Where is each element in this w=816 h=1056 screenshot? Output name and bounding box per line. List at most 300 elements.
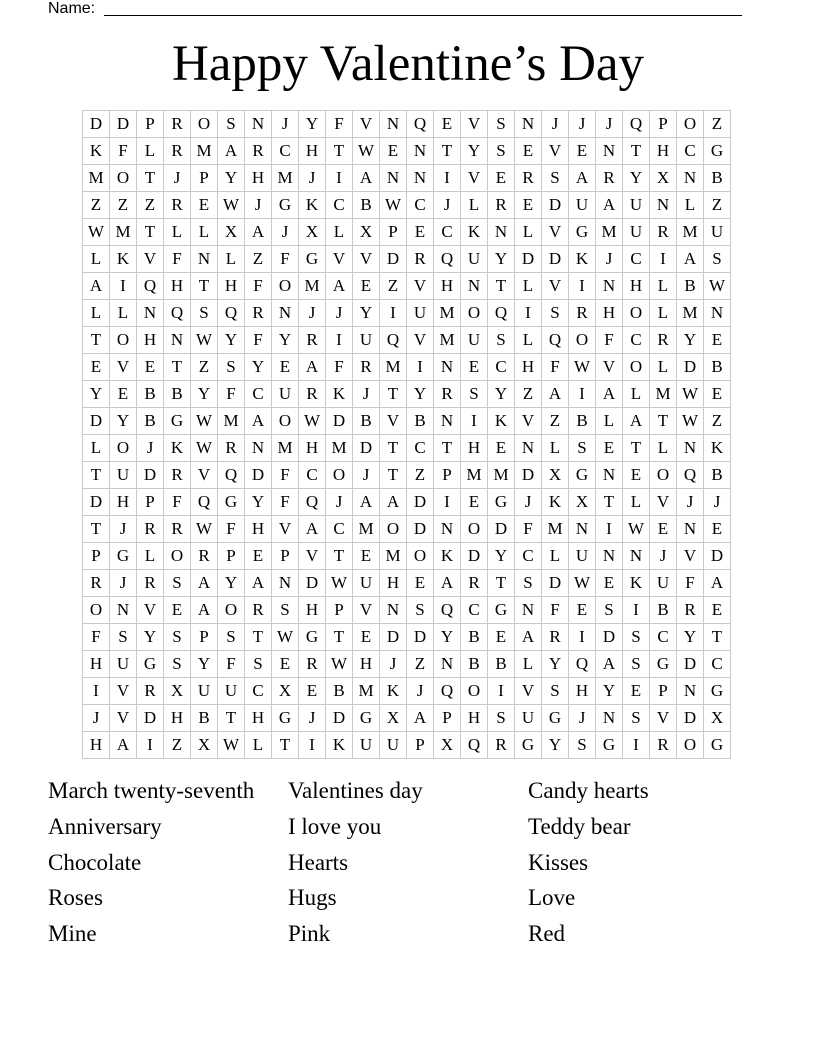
grid-cell[interactable]: U xyxy=(650,570,677,597)
grid-cell[interactable]: G xyxy=(515,732,542,759)
grid-cell[interactable]: T xyxy=(488,273,515,300)
grid-cell[interactable]: K xyxy=(110,246,137,273)
grid-cell[interactable]: A xyxy=(434,570,461,597)
grid-cell[interactable]: I xyxy=(569,273,596,300)
grid-cell[interactable]: F xyxy=(677,570,704,597)
grid-cell[interactable]: L xyxy=(650,354,677,381)
grid-cell[interactable]: I xyxy=(569,381,596,408)
grid-cell[interactable]: S xyxy=(488,138,515,165)
grid-cell[interactable]: K xyxy=(83,138,110,165)
grid-cell[interactable]: J xyxy=(569,111,596,138)
grid-cell[interactable]: V xyxy=(380,408,407,435)
grid-cell[interactable]: M xyxy=(596,219,623,246)
grid-cell[interactable]: H xyxy=(434,273,461,300)
grid-cell[interactable]: L xyxy=(542,543,569,570)
grid-cell[interactable]: X xyxy=(272,678,299,705)
grid-cell[interactable]: V xyxy=(299,543,326,570)
grid-cell[interactable]: B xyxy=(326,678,353,705)
grid-cell[interactable]: S xyxy=(245,651,272,678)
grid-cell[interactable]: L xyxy=(650,435,677,462)
grid-cell[interactable]: H xyxy=(650,138,677,165)
grid-cell[interactable]: X xyxy=(164,678,191,705)
grid-cell[interactable]: C xyxy=(623,327,650,354)
grid-cell[interactable]: H xyxy=(83,651,110,678)
grid-cell[interactable]: U xyxy=(623,219,650,246)
grid-cell[interactable]: T xyxy=(326,543,353,570)
grid-cell[interactable]: U xyxy=(515,705,542,732)
grid-cell[interactable]: N xyxy=(569,516,596,543)
grid-cell[interactable]: L xyxy=(218,246,245,273)
grid-cell[interactable]: F xyxy=(272,246,299,273)
grid-cell[interactable]: A xyxy=(542,381,569,408)
grid-cell[interactable]: E xyxy=(704,516,731,543)
grid-cell[interactable]: L xyxy=(542,435,569,462)
grid-cell[interactable]: E xyxy=(110,381,137,408)
grid-cell[interactable]: H xyxy=(623,273,650,300)
grid-cell[interactable]: J xyxy=(650,543,677,570)
grid-cell[interactable]: K xyxy=(326,381,353,408)
grid-cell[interactable]: W xyxy=(191,435,218,462)
grid-cell[interactable]: I xyxy=(110,273,137,300)
grid-cell[interactable]: D xyxy=(353,435,380,462)
grid-cell[interactable]: E xyxy=(272,651,299,678)
grid-cell[interactable]: U xyxy=(353,570,380,597)
grid-cell[interactable]: N xyxy=(434,651,461,678)
grid-cell[interactable]: S xyxy=(623,624,650,651)
grid-cell[interactable]: J xyxy=(596,246,623,273)
grid-cell[interactable]: C xyxy=(326,516,353,543)
grid-cell[interactable]: H xyxy=(218,273,245,300)
grid-cell[interactable]: M xyxy=(380,354,407,381)
grid-cell[interactable]: E xyxy=(461,489,488,516)
grid-cell[interactable]: C xyxy=(407,435,434,462)
grid-cell[interactable]: F xyxy=(245,327,272,354)
grid-cell[interactable]: O xyxy=(407,543,434,570)
grid-cell[interactable]: O xyxy=(272,408,299,435)
grid-cell[interactable]: I xyxy=(326,165,353,192)
grid-cell[interactable]: O xyxy=(650,462,677,489)
grid-cell[interactable]: B xyxy=(704,354,731,381)
grid-cell[interactable]: S xyxy=(704,246,731,273)
grid-cell[interactable]: F xyxy=(164,246,191,273)
grid-cell[interactable]: A xyxy=(407,705,434,732)
grid-cell[interactable]: V xyxy=(650,705,677,732)
grid-cell[interactable]: G xyxy=(704,678,731,705)
grid-cell[interactable]: E xyxy=(596,435,623,462)
grid-cell[interactable]: F xyxy=(515,516,542,543)
grid-cell[interactable]: E xyxy=(137,354,164,381)
grid-cell[interactable]: S xyxy=(569,435,596,462)
grid-cell[interactable]: S xyxy=(623,705,650,732)
grid-cell[interactable]: J xyxy=(515,489,542,516)
grid-cell[interactable]: S xyxy=(623,651,650,678)
grid-cell[interactable]: T xyxy=(326,138,353,165)
grid-cell[interactable]: O xyxy=(461,678,488,705)
grid-cell[interactable]: M xyxy=(191,138,218,165)
grid-cell[interactable]: H xyxy=(299,138,326,165)
grid-cell[interactable]: T xyxy=(83,327,110,354)
grid-cell[interactable]: R xyxy=(488,732,515,759)
grid-cell[interactable]: L xyxy=(326,219,353,246)
grid-cell[interactable]: H xyxy=(164,273,191,300)
grid-cell[interactable]: L xyxy=(677,192,704,219)
grid-cell[interactable]: R xyxy=(164,516,191,543)
grid-cell[interactable]: R xyxy=(245,138,272,165)
grid-cell[interactable]: E xyxy=(569,597,596,624)
grid-cell[interactable]: W xyxy=(677,408,704,435)
grid-cell[interactable]: B xyxy=(137,381,164,408)
grid-cell[interactable]: N xyxy=(137,300,164,327)
grid-cell[interactable]: N xyxy=(596,462,623,489)
grid-cell[interactable]: L xyxy=(110,300,137,327)
grid-cell[interactable]: F xyxy=(326,111,353,138)
grid-cell[interactable]: E xyxy=(488,165,515,192)
grid-cell[interactable]: L xyxy=(83,246,110,273)
grid-cell[interactable]: D xyxy=(542,246,569,273)
grid-cell[interactable]: E xyxy=(623,462,650,489)
grid-cell[interactable]: X xyxy=(299,219,326,246)
grid-cell[interactable]: T xyxy=(137,219,164,246)
grid-cell[interactable]: Y xyxy=(272,327,299,354)
grid-cell[interactable]: P xyxy=(83,543,110,570)
grid-cell[interactable]: U xyxy=(407,300,434,327)
grid-cell[interactable]: A xyxy=(299,354,326,381)
grid-cell[interactable]: Q xyxy=(164,300,191,327)
grid-cell[interactable]: W xyxy=(191,516,218,543)
grid-cell[interactable]: W xyxy=(83,219,110,246)
grid-cell[interactable]: B xyxy=(461,624,488,651)
grid-cell[interactable]: Z xyxy=(164,732,191,759)
grid-cell[interactable]: V xyxy=(596,354,623,381)
grid-cell[interactable]: T xyxy=(434,138,461,165)
grid-cell[interactable]: J xyxy=(434,192,461,219)
grid-cell[interactable]: Q xyxy=(191,489,218,516)
grid-cell[interactable]: V xyxy=(461,111,488,138)
grid-cell[interactable]: W xyxy=(326,570,353,597)
grid-cell[interactable]: Q xyxy=(299,489,326,516)
grid-cell[interactable]: S xyxy=(110,624,137,651)
grid-cell[interactable]: E xyxy=(245,543,272,570)
grid-cell[interactable]: A xyxy=(326,273,353,300)
grid-cell[interactable]: H xyxy=(137,327,164,354)
grid-cell[interactable]: V xyxy=(353,111,380,138)
grid-cell[interactable]: Y xyxy=(191,381,218,408)
grid-cell[interactable]: N xyxy=(191,246,218,273)
grid-cell[interactable]: P xyxy=(272,543,299,570)
grid-cell[interactable]: Z xyxy=(704,192,731,219)
grid-cell[interactable]: S xyxy=(542,300,569,327)
grid-cell[interactable]: N xyxy=(596,705,623,732)
grid-cell[interactable]: E xyxy=(650,516,677,543)
grid-cell[interactable]: T xyxy=(380,381,407,408)
grid-cell[interactable]: L xyxy=(515,327,542,354)
grid-cell[interactable]: I xyxy=(650,246,677,273)
grid-cell[interactable]: R xyxy=(164,462,191,489)
grid-cell[interactable]: C xyxy=(245,381,272,408)
grid-cell[interactable]: K xyxy=(164,435,191,462)
grid-cell[interactable]: D xyxy=(407,516,434,543)
grid-cell[interactable]: R xyxy=(650,219,677,246)
grid-cell[interactable]: R xyxy=(434,381,461,408)
grid-cell[interactable]: K xyxy=(299,192,326,219)
grid-cell[interactable]: J xyxy=(407,678,434,705)
grid-cell[interactable]: A xyxy=(596,381,623,408)
grid-cell[interactable]: T xyxy=(488,570,515,597)
grid-cell[interactable]: C xyxy=(515,543,542,570)
grid-cell[interactable]: D xyxy=(380,246,407,273)
grid-cell[interactable]: A xyxy=(380,489,407,516)
grid-cell[interactable]: J xyxy=(245,192,272,219)
grid-cell[interactable]: D xyxy=(407,624,434,651)
grid-cell[interactable]: O xyxy=(83,597,110,624)
grid-cell[interactable]: N xyxy=(245,435,272,462)
grid-cell[interactable]: A xyxy=(623,408,650,435)
grid-cell[interactable]: V xyxy=(137,597,164,624)
grid-cell[interactable]: Z xyxy=(515,381,542,408)
grid-cell[interactable]: N xyxy=(515,111,542,138)
grid-cell[interactable]: Q xyxy=(542,327,569,354)
grid-cell[interactable]: N xyxy=(488,219,515,246)
grid-cell[interactable]: A xyxy=(596,651,623,678)
grid-cell[interactable]: D xyxy=(83,408,110,435)
grid-cell[interactable]: M xyxy=(461,462,488,489)
grid-cell[interactable]: D xyxy=(677,705,704,732)
grid-cell[interactable]: R xyxy=(407,246,434,273)
grid-cell[interactable]: S xyxy=(407,597,434,624)
grid-cell[interactable]: E xyxy=(704,597,731,624)
grid-cell[interactable]: U xyxy=(272,381,299,408)
grid-cell[interactable]: R xyxy=(137,516,164,543)
grid-cell[interactable]: D xyxy=(596,624,623,651)
grid-cell[interactable]: B xyxy=(488,651,515,678)
grid-cell[interactable]: X xyxy=(542,462,569,489)
grid-cell[interactable]: G xyxy=(299,624,326,651)
grid-cell[interactable]: E xyxy=(407,570,434,597)
grid-cell[interactable]: R xyxy=(245,597,272,624)
grid-cell[interactable]: O xyxy=(380,516,407,543)
grid-cell[interactable]: M xyxy=(434,300,461,327)
grid-cell[interactable]: D xyxy=(83,489,110,516)
grid-cell[interactable]: B xyxy=(164,381,191,408)
grid-cell[interactable]: W xyxy=(272,624,299,651)
grid-cell[interactable]: A xyxy=(569,165,596,192)
grid-cell[interactable]: Y xyxy=(542,732,569,759)
grid-cell[interactable]: N xyxy=(407,165,434,192)
grid-cell[interactable]: D xyxy=(542,192,569,219)
grid-cell[interactable]: T xyxy=(245,624,272,651)
grid-cell[interactable]: B xyxy=(650,597,677,624)
grid-cell[interactable]: N xyxy=(380,111,407,138)
grid-cell[interactable]: R xyxy=(542,624,569,651)
grid-cell[interactable]: X xyxy=(218,219,245,246)
grid-cell[interactable]: C xyxy=(272,138,299,165)
grid-cell[interactable]: O xyxy=(164,543,191,570)
grid-cell[interactable]: E xyxy=(623,678,650,705)
grid-cell[interactable]: S xyxy=(272,597,299,624)
grid-cell[interactable]: Y xyxy=(434,624,461,651)
grid-cell[interactable]: V xyxy=(272,516,299,543)
grid-cell[interactable]: N xyxy=(677,435,704,462)
grid-cell[interactable]: K xyxy=(542,489,569,516)
grid-cell[interactable]: R xyxy=(137,570,164,597)
grid-cell[interactable]: W xyxy=(191,327,218,354)
grid-cell[interactable]: I xyxy=(299,732,326,759)
grid-cell[interactable]: H xyxy=(245,516,272,543)
grid-cell[interactable]: H xyxy=(110,489,137,516)
grid-cell[interactable]: V xyxy=(137,246,164,273)
grid-cell[interactable]: W xyxy=(623,516,650,543)
grid-cell[interactable]: Y xyxy=(488,381,515,408)
grid-cell[interactable]: P xyxy=(191,165,218,192)
grid-cell[interactable]: A xyxy=(245,219,272,246)
grid-cell[interactable]: E xyxy=(380,138,407,165)
grid-cell[interactable]: P xyxy=(434,705,461,732)
grid-cell[interactable]: H xyxy=(164,705,191,732)
grid-cell[interactable]: P xyxy=(218,543,245,570)
grid-cell[interactable]: E xyxy=(191,192,218,219)
grid-cell[interactable]: I xyxy=(596,516,623,543)
grid-cell[interactable]: K xyxy=(434,543,461,570)
grid-cell[interactable]: J xyxy=(272,219,299,246)
grid-cell[interactable]: H xyxy=(245,705,272,732)
grid-cell[interactable]: J xyxy=(83,705,110,732)
grid-cell[interactable]: B xyxy=(704,165,731,192)
grid-cell[interactable]: J xyxy=(569,705,596,732)
grid-cell[interactable]: F xyxy=(218,381,245,408)
grid-cell[interactable]: Q xyxy=(434,246,461,273)
grid-cell[interactable]: V xyxy=(326,246,353,273)
grid-cell[interactable]: V xyxy=(110,678,137,705)
grid-cell[interactable]: Z xyxy=(245,246,272,273)
grid-cell[interactable]: Q xyxy=(461,732,488,759)
grid-cell[interactable]: N xyxy=(596,138,623,165)
grid-cell[interactable]: J xyxy=(299,705,326,732)
grid-cell[interactable]: L xyxy=(623,489,650,516)
grid-cell[interactable]: D xyxy=(677,651,704,678)
grid-cell[interactable]: V xyxy=(353,597,380,624)
grid-cell[interactable]: X xyxy=(353,219,380,246)
grid-cell[interactable]: D xyxy=(326,705,353,732)
grid-cell[interactable]: H xyxy=(380,570,407,597)
grid-cell[interactable]: U xyxy=(353,732,380,759)
grid-cell[interactable]: R xyxy=(353,354,380,381)
grid-cell[interactable]: W xyxy=(569,354,596,381)
grid-cell[interactable]: B xyxy=(137,408,164,435)
grid-cell[interactable]: V xyxy=(110,705,137,732)
grid-cell[interactable]: L xyxy=(137,543,164,570)
grid-cell[interactable]: Y xyxy=(488,246,515,273)
grid-cell[interactable]: D xyxy=(515,246,542,273)
grid-cell[interactable]: G xyxy=(218,489,245,516)
grid-cell[interactable]: C xyxy=(650,624,677,651)
grid-cell[interactable]: K xyxy=(704,435,731,462)
grid-cell[interactable]: D xyxy=(407,489,434,516)
grid-cell[interactable]: J xyxy=(272,111,299,138)
grid-cell[interactable]: N xyxy=(272,300,299,327)
grid-cell[interactable]: T xyxy=(704,624,731,651)
grid-cell[interactable]: E xyxy=(704,327,731,354)
grid-cell[interactable]: Y xyxy=(191,651,218,678)
grid-cell[interactable]: N xyxy=(164,327,191,354)
grid-cell[interactable]: B xyxy=(569,408,596,435)
grid-cell[interactable]: L xyxy=(596,408,623,435)
grid-cell[interactable]: L xyxy=(164,219,191,246)
grid-cell[interactable]: Q xyxy=(677,462,704,489)
grid-cell[interactable]: Y xyxy=(623,165,650,192)
grid-cell[interactable]: M xyxy=(272,165,299,192)
grid-cell[interactable]: G xyxy=(164,408,191,435)
grid-cell[interactable]: Y xyxy=(218,165,245,192)
grid-cell[interactable]: R xyxy=(299,381,326,408)
grid-cell[interactable]: F xyxy=(596,327,623,354)
grid-cell[interactable]: R xyxy=(191,543,218,570)
grid-cell[interactable]: F xyxy=(83,624,110,651)
grid-cell[interactable]: A xyxy=(704,570,731,597)
grid-cell[interactable]: W xyxy=(218,732,245,759)
grid-cell[interactable]: O xyxy=(110,165,137,192)
grid-cell[interactable]: X xyxy=(434,732,461,759)
grid-cell[interactable]: F xyxy=(272,489,299,516)
grid-cell[interactable]: S xyxy=(164,624,191,651)
grid-cell[interactable]: I xyxy=(569,624,596,651)
grid-cell[interactable]: M xyxy=(488,462,515,489)
grid-cell[interactable]: J xyxy=(542,111,569,138)
grid-cell[interactable]: J xyxy=(164,165,191,192)
grid-cell[interactable]: L xyxy=(461,192,488,219)
grid-cell[interactable]: O xyxy=(461,300,488,327)
grid-cell[interactable]: S xyxy=(542,165,569,192)
grid-cell[interactable]: O xyxy=(110,435,137,462)
grid-cell[interactable]: L xyxy=(623,381,650,408)
grid-cell[interactable]: F xyxy=(542,597,569,624)
grid-cell[interactable]: E xyxy=(434,111,461,138)
grid-cell[interactable]: V xyxy=(353,246,380,273)
grid-cell[interactable]: G xyxy=(488,489,515,516)
grid-cell[interactable]: Y xyxy=(245,354,272,381)
grid-cell[interactable]: O xyxy=(623,354,650,381)
grid-cell[interactable]: G xyxy=(704,732,731,759)
grid-cell[interactable]: G xyxy=(596,732,623,759)
grid-cell[interactable]: E xyxy=(164,597,191,624)
grid-cell[interactable]: P xyxy=(380,219,407,246)
grid-cell[interactable]: K xyxy=(380,678,407,705)
grid-cell[interactable]: Y xyxy=(488,543,515,570)
grid-cell[interactable]: O xyxy=(677,111,704,138)
grid-cell[interactable]: D xyxy=(137,462,164,489)
grid-cell[interactable]: D xyxy=(461,543,488,570)
grid-cell[interactable]: C xyxy=(461,597,488,624)
grid-cell[interactable]: M xyxy=(677,219,704,246)
grid-cell[interactable]: I xyxy=(461,408,488,435)
grid-cell[interactable]: E xyxy=(596,570,623,597)
grid-cell[interactable]: V xyxy=(542,219,569,246)
grid-cell[interactable]: C xyxy=(299,462,326,489)
grid-cell[interactable]: J xyxy=(353,462,380,489)
grid-cell[interactable]: X xyxy=(569,489,596,516)
grid-cell[interactable]: O xyxy=(677,732,704,759)
grid-cell[interactable]: M xyxy=(542,516,569,543)
grid-cell[interactable]: H xyxy=(299,435,326,462)
grid-cell[interactable]: N xyxy=(515,435,542,462)
grid-cell[interactable]: M xyxy=(272,435,299,462)
grid-cell[interactable]: F xyxy=(110,138,137,165)
grid-cell[interactable]: V xyxy=(515,678,542,705)
grid-cell[interactable]: U xyxy=(461,327,488,354)
grid-cell[interactable]: S xyxy=(515,570,542,597)
grid-cell[interactable]: N xyxy=(461,273,488,300)
grid-cell[interactable]: W xyxy=(218,192,245,219)
grid-cell[interactable]: E xyxy=(299,678,326,705)
